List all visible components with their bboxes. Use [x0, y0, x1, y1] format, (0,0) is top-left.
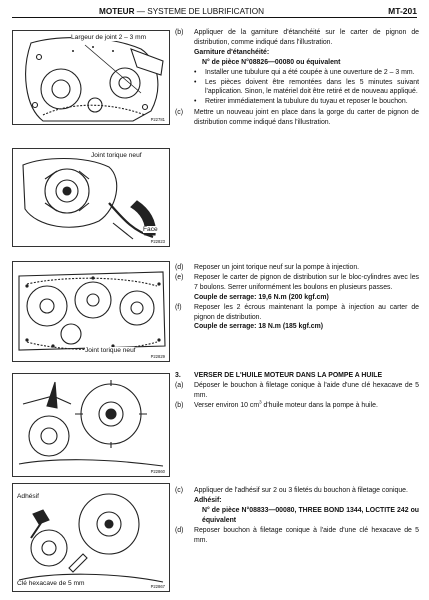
- step-text: Reposer les 2 écrous maintenant la pompe à injection au carter de pignon de distribution.: [194, 303, 419, 321]
- figure-timing-cover-install: [12, 261, 170, 362]
- adhesive-part-number: N° de pièce N°08833—00080, THREE BOND 1344, LOCTITE 242 ou équivalent: [202, 506, 419, 524]
- figure-code: P22860: [150, 469, 165, 474]
- header-rule: [12, 17, 417, 18]
- adhesive-subhead: Adhésif:: [194, 496, 222, 504]
- section-number: 3.: [175, 372, 181, 379]
- text-block-sealant: [175, 28, 419, 128]
- step-label: (a): [175, 381, 184, 389]
- section-subtitle: SYSTEME DE LUBRIFICATION: [147, 7, 264, 16]
- torque-spec: Couple de serrage: 19,6 N.m (200 kgf.cm): [194, 293, 329, 301]
- step-label: (b): [175, 401, 184, 409]
- step-d: [175, 263, 419, 273]
- step-label: (d): [175, 526, 184, 534]
- step-b: [175, 401, 419, 411]
- step-text: Déposer le bouchon à filetage conique à l'aide d'une clé hexacave de 5 mm.: [194, 381, 419, 399]
- sealant-subhead: Garniture d'étanchéité:: [194, 48, 270, 56]
- step-text: Mettre un nouveau joint en place dans la gorge du carter de pignon de distribution comme indiqué dans l'illustration.: [194, 109, 419, 127]
- page-number: MT-201: [388, 6, 417, 16]
- step-text: Appliquer de l'adhésif sur 2 ou 3 filetés du bouchon à filetage conique.: [194, 487, 408, 494]
- bullet-item: • Installer une tubulure qui a été coupée à une ouverture de 2 – 3 mm.: [194, 68, 415, 76]
- header-dash: —: [136, 7, 145, 16]
- step-c: [175, 486, 419, 496]
- step-b: [175, 28, 419, 48]
- figure-new-o-ring-groove: [12, 148, 170, 247]
- step-c: [175, 108, 419, 128]
- step-label: (e): [175, 273, 184, 281]
- bullet-item: • Retirer immédiatement la tubulure du tuyau et reposer le bouchon.: [194, 98, 408, 106]
- bullet-item: • Les pièces doivent être remontées dans les 5 minutes suivant l'application. Sinon, le matériel doit être retiré et de nouveau appliqué.: [194, 78, 419, 96]
- step-text: Reposer le carter de pignon de distribution sur le bloc-cylindres avec les 7 boulons. Serrer uniformément les boulons en plusieurs passes.: [194, 273, 419, 291]
- page-header: [0, 0, 429, 22]
- step-label: (c): [175, 109, 184, 117]
- bullet-icon: •: [194, 68, 197, 76]
- figure-sealant-application: [12, 30, 170, 125]
- torque-spec: Couple de serrage: 18 N.m (185 kgf.cm): [194, 323, 324, 331]
- step-text: Reposer bouchon à filetage conique à l'aide d'une clé hexacave de 5 mm.: [194, 526, 419, 544]
- header-title: [99, 7, 264, 16]
- step-label: (f): [175, 303, 182, 311]
- callout-hex-key: Clé hexacave de 5 mm: [17, 580, 85, 587]
- step-label: (b): [175, 29, 184, 36]
- figure-code: P22823: [150, 239, 165, 244]
- callout-o-ring: Joint torique neuf: [91, 152, 142, 159]
- callout-o-ring: Joint torique neuf: [85, 347, 136, 354]
- oil-pump-drawing: [13, 374, 169, 476]
- section-name: MOTEUR: [99, 7, 135, 16]
- step-e: [175, 273, 419, 293]
- figure-code: P22829: [150, 354, 165, 359]
- bullet-icon: •: [194, 98, 197, 106]
- step-text: Appliquer de la garniture d'étanchéité sur le carter de pignon de distribution, comme indiqué dans l'illustration.: [194, 29, 419, 46]
- figure-code: P22867: [150, 584, 165, 589]
- step-label: (c): [175, 487, 184, 494]
- figure-oil-pump-filling: [12, 373, 170, 477]
- timing-cover-drawing: [13, 31, 169, 124]
- section-3-heading: [175, 371, 419, 381]
- step-label: (d): [175, 264, 184, 271]
- section-title: VERSER DE L'HUILE MOTEUR DANS LA POMPE A HUILE: [194, 372, 383, 379]
- text-block-timing-cover: [175, 263, 419, 332]
- figure-code: P22781: [150, 117, 165, 122]
- step-a: [175, 381, 419, 401]
- callout-adhesive: Adhésif: [17, 493, 39, 500]
- bullet-icon: •: [194, 78, 197, 86]
- step-text: Verser environ 10 $cm^3$ d'huile moteur dans la pompe à huile.: [194, 399, 378, 409]
- text-block-oil-fill: [175, 371, 419, 411]
- callout-face: Face: [143, 226, 158, 233]
- step-d: [175, 526, 419, 546]
- callout-joint-width: Largeur de joint 2 – 3 mm: [71, 34, 147, 41]
- text-block-adhesive: [175, 486, 419, 545]
- step-text: Reposer un joint torique neuf sur la pompe à injection.: [194, 264, 360, 271]
- sealant-part-number: N° de pièce N°08826—00080 ou équivalent: [202, 58, 341, 66]
- figure-taper-plug-adhesive: [12, 483, 170, 592]
- step-f: [175, 303, 419, 323]
